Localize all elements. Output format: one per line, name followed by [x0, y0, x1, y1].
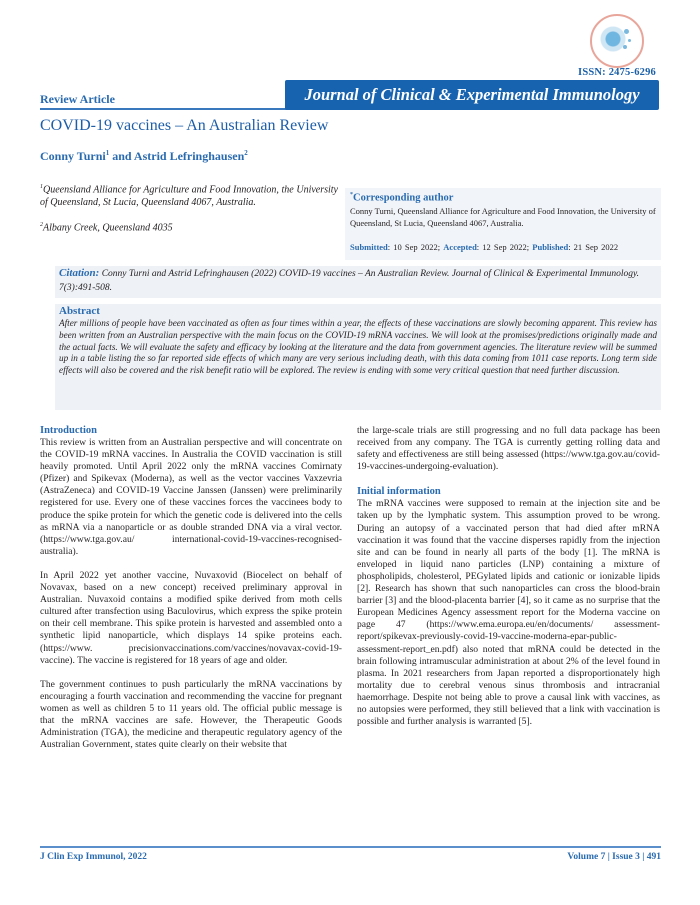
abstract-text: After millions of people have been vaccinated as often as four times within a year, the effects of these vaccinations are slowly becoming apparent. This review has been written from an Australian perspective with the main focus on the COVID-19 mRNA vaccines. We will look at the promises/predictions originally made and the actual facts. We will evaluate the safety and efficacy by looking at the literature and the data from government agencies. The literature review will be summed up in a table listing the so far reported side effects of which many are very serious including death, with this data coming from 1011 case reports. Long term side effects will also be covered and the risk benefit ratio will be explored. The review is ending with some very critical question that need further discussion. [59, 318, 657, 376]
author-affiliation-sup: 1 [105, 149, 110, 157]
section-heading-initial-information: Initial information [357, 486, 441, 498]
footer-volume-info: Volume 7 | Issue 3 | 491 [567, 852, 661, 862]
abstract-heading: Abstract [59, 305, 100, 317]
citation-label: Citation: [59, 267, 100, 279]
citation-box [55, 266, 661, 298]
footer-journal-abbrev: J Clin Exp Immunol, 2022 [40, 852, 147, 862]
article-title: COVID-19 vaccines – An Australian Review [40, 117, 329, 134]
body-paragraph: The mRNA vaccines were supposed to remain at the injection site and be taken up by the lymphatic system. This assumption proved to be wrong. During an autopsy of a vaccinated person that had died after mRNA vaccination it was found that the vaccine disperses rapidly from the injection site and can be found in nearly all parts of the body [1]. The mRNA is enveloped in liquid nano particles (LNP) containing a mixture of phospholipids, cholesterol, PEGylated lipids and cationic or ionizable lipids [2]. Research has shown that such nanoparticles can cross the blood-brain barrier [3] and the blood-placenta barrier [4], so it came as no surprise that the European Medicines Agency assessment report for the Moderna vaccine on page 47 (https://www.ema.europa.eu/en/documents/ assessment-report/spikevax-previously-covid-19-vaccine-moderna-epar-public-assessment-report_en.pdf) also noted that mRNA could be detected in the brain following intramuscular administration at about 2% of the level found in plasma. In 2021 researchers from Japan reported a disproportionately high mortality due to cerebral venous sinus thrombosis and intracranial haemorrhage. Despite not being able to prove a causal link with vaccines, as no autopsies were performed, they still believed that a link with vaccination is possible and further analysis is warranted [5]. [357, 498, 660, 728]
affiliation-sup: 1 [40, 184, 43, 190]
header-divider [40, 108, 290, 110]
author-affiliation-sup: 2 [244, 149, 248, 157]
body-paragraph: In April 2022 yet another vaccine, Nuvaxovid (Biocelect on behalf of Novavax, based on a new concept) received preliminary approval in Australian. Nuvaxoid contains a modified spike derived from moth cells cultured after transfection using Baculovirus, which express the spike protein on their cell membrane. This spike protein is harvested and assembled onto a synthetic lipid nanoparticle, which displays 14 spike proteins each. (https://www. precisionvaccinations.com/vaccines/novavax-covid-19-vaccine). The vaccine is registered for 18 years of age and older. [40, 569, 342, 666]
author-list [40, 149, 248, 164]
section-heading-introduction: Introduction [40, 425, 97, 436]
affiliation-text: Albany Creek, Queensland 4035 [43, 222, 173, 234]
virus-icon [597, 21, 637, 61]
accepted-label: Accepted [443, 241, 477, 252]
published-label: Published [532, 241, 569, 252]
published-date: : 21 Sep 2022 [568, 241, 619, 252]
publication-dates [350, 242, 656, 252]
affiliation-sup: 2 [40, 222, 43, 228]
author-connector: and [109, 149, 134, 163]
submitted-label: Submitted [350, 241, 388, 252]
body-paragraph: the large-scale trials are still progressing and no full data package has been received from any company. The TGA is currently getting rolling data and safety and effectiveness are still being assessed (https://www.tga.gov.au/covid-19-vaccines-undergoing-evaluation). [357, 425, 660, 473]
submitted-date: : 10 Sep 2022; [387, 241, 444, 252]
affiliation-1 [40, 181, 338, 209]
body-paragraph: This review is written from an Australian perspective and will concentrate on the COVID-19 mRNA vaccines. In Australia the COVID vaccination is still heavily promoted. Until April 2022 only the mRNA vaccines Comirnaty (Pfizer) and Spikevax (Moderna), as well as the vector vaccines Vaxzevria (AstraZeneca) and COVID-19 Vaccine Janssen (Janssen) were preliminarily registered for use. Every one of these vaccines forces the vaccinees body to produce the spike protein for which the genetic code is delivered into the cells as mRNA via a nanoparticle or as double stranded DNA via a viral vector. (https://www.tga.gov.au/ international-covid-19-vaccines-recognised-australia). [40, 437, 342, 557]
affiliation-text: Queensland Alliance for Agriculture and Food Innovation, the University of Queensland, St Lucia, Queensland 4067, Australia. [40, 184, 338, 208]
journal-logo [590, 14, 644, 68]
footer-divider [40, 846, 661, 848]
article-type: Review Article [40, 92, 115, 106]
body-column-right [357, 425, 660, 740]
author-name[interactable]: Astrid Lefringhausen [133, 149, 245, 163]
affiliation-2 [40, 219, 338, 235]
body-column-left [40, 424, 342, 763]
corresponding-author-title [350, 192, 656, 204]
corresponding-title-text: Corresponding author [353, 192, 454, 204]
issn: ISSN: 2475-6296 [578, 67, 656, 78]
asterisk-marker: * [350, 192, 353, 198]
accepted-date: : 12 Sep 2022; [476, 241, 533, 252]
body-paragraph: The government continues to push particularly the mRNA vaccinations by encouraging a fourth vaccination and recommending the vaccine for pregnant women as well as children 5 to 11 years old. The official public message is that the mRNA vaccines are safe. However, the Therapeutic Goods Administration (TGA), the medicine and therapeutic regulatory agency of the Australian Government, states quite clearly on their website that [40, 678, 342, 751]
corresponding-author-box [345, 188, 661, 260]
author-name[interactable]: Conny Turni [40, 149, 106, 163]
citation-text: Conny Turni and Astrid Lefringhausen (2022) COVID-19 vaccines – An Australian Review. Journal of Clinical & Experimental Immunology. 7(3):491-508. [59, 269, 640, 293]
abstract-box [55, 304, 661, 410]
corresponding-author-text: Conny Turni, Queensland Alliance for Agriculture and Food Innovation, the University of Queensland, St Lucia, Queensland 4067, Australia. [350, 205, 656, 228]
journal-name-banner: Journal of Clinical & Experimental Immunology [285, 80, 659, 110]
